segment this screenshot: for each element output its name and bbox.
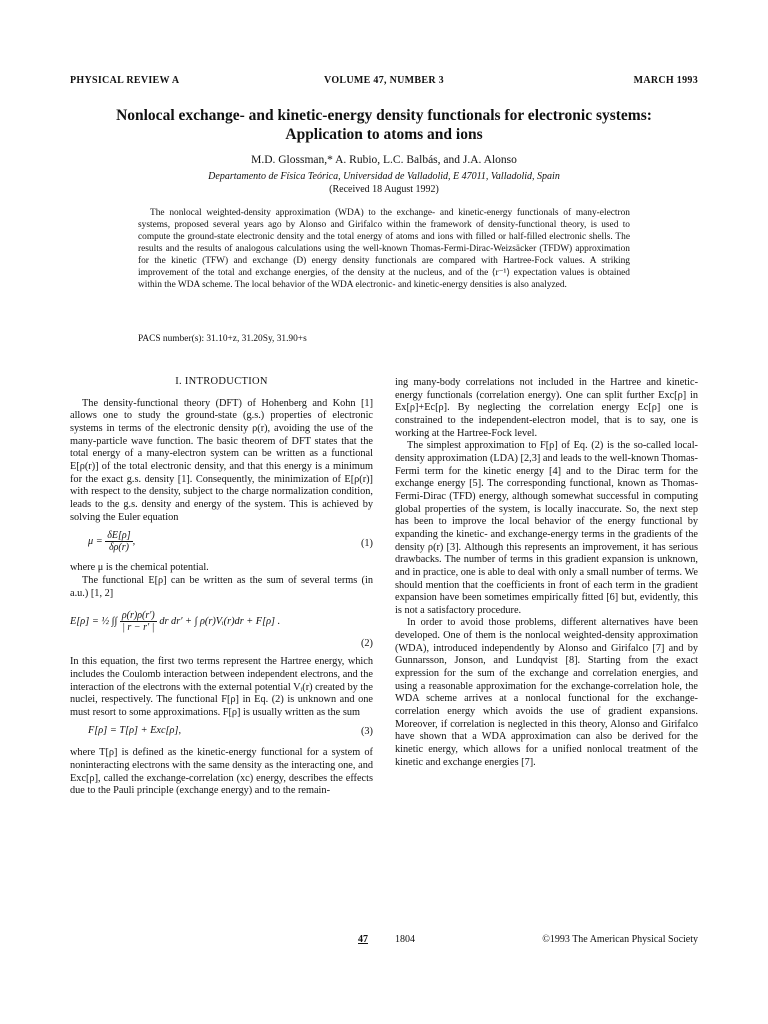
paragraph: In this equation, the first two terms represent the Hartree energy, which includes the Coulomb interaction between independent electrons, and the interaction of the electrons with the external potential Vᵢ(r) created by the nuclei, respectively. The functional F[ρ] in Eq. (2) is unknown and one must resort to some approximations. F[ρ] is usually written as the sum: [70, 656, 373, 718]
footer-volume: 47: [358, 934, 368, 945]
paragraph: In order to avoid those problems, different alternatives have been developed. One of them is the nonlocal weighted-density approximation (WDA), introduced independently by Alonso and Girifalco [7] and by Gunnarsson, Jonson, and Lundqvist [8]. Starting from the exact expression for the sum of the exchange and correlation energies, and using a reasonable approximation for the exchange-correlation hole, the WDA scheme arrives at a nonlocal functional for the exchange-correlation energy which avoids the use of gradient expansions. Moreover, if correlation is neglected in this theory, Alonso and Girifalco have shown that a WDA approximation can also be derived for the kinetic energy, which allows for a unified nonlocal treatment of the kinetic and exchange energies [7].: [395, 617, 698, 768]
equation-1: [70, 528, 373, 558]
right-column: [395, 377, 698, 769]
title-line-1: Nonlocal exchange- and kinetic-energy density functionals for electronic systems:: [116, 107, 652, 124]
paper-title: [70, 106, 698, 144]
paragraph: where T[ρ] is defined as the kinetic-energy functional for a system of noninteracting electrons with the same density as the interacting one, and Exc[ρ], called the exchange-correlation (xc) energy, describes the effects due to the Pauli principle (exchange energy) and to the remain-: [70, 747, 373, 797]
eq1-numerator: δE[ρ]: [107, 530, 131, 542]
equation-2: [70, 604, 373, 652]
paragraph: The functional E[ρ] can be written as the sum of several terms (in a.u.) [1, 2]: [70, 574, 373, 599]
eq2-fraction: [120, 610, 157, 633]
equation-number: (2): [360, 638, 373, 650]
equation-3: [70, 723, 373, 743]
received-date: (Received 18 August 1992): [329, 184, 439, 195]
section-heading: I. INTRODUCTION: [175, 376, 268, 387]
copyright-notice: ©1993 The American Physical Society: [542, 934, 698, 945]
paragraph: The simplest approximation to F[ρ] of Eq. (2) is the so-called local-density approximation (LDA) [2,3] and leads to the well-known Thomas-Fermi term for the kinetic energy [4] and to the Dirac term for the exchange energy [5]. The corresponding functional, known as Thomas-Fermi-Dirac (TFD) energy, although somewhat successful in computing global properties of the system, is locally inaccurate. So, the next step has been to improve the local behavior of the energy functional by expanding the kinetic- and exchange-energy terms in the gradients of the density ρ(r) [3]. Although this represents an improvement, it has serious drawbacks. The number of terms in this gradient expansion is unknown, and in practice, one is able to deal with only a small number of terms. We should mention that the coefficients in front of each term in the gradient expansion have been sometimes empirically fitted [6] but, evidently, this is not a satisfactory procedure.: [395, 440, 698, 616]
eq1-lhs: μ =: [88, 536, 103, 548]
paragraph: The density-functional theory (DFT) of Hohenberg and Kohn [1] allows one to study the ground-state (g.s.) properties of electronic systems in terms of the electronic density ρ(r), avoiding the use of the many-particle wave function. The basic theorem of DFT states that the total energy of a many-electron system can be written as a functional E[ρ(r)] of the total electronic density, and that this energy is a minimum for the exact g.s. density [1]. Consequently, the minimization of E[ρ(r)] with respect to the density, subject to the charge normalization condition, leads to the g.s. density and energy of the system. This is achieved by solving the Euler equation: [70, 397, 373, 523]
page-number: 1804: [395, 934, 415, 945]
affiliation: Departamento de Física Teórica, Universidad de Valladolid, E 47011, Valladolid, Spain: [208, 171, 560, 182]
eq1-tail: ,: [132, 536, 136, 548]
eq3-expression: F[ρ] = T[ρ] + Exc[ρ],: [88, 725, 182, 737]
eq1-denominator: δρ(r): [108, 542, 129, 554]
title-line-2: Application to atoms and ions: [285, 126, 483, 143]
paragraph: where μ is the chemical potential.: [70, 562, 209, 574]
abstract: The nonlocal weighted-density approximation (WDA) to the exchange- and kinetic-energy functionals of many-electron systems, proposed several years ago by Alonso and Girifalco within the framework of density-functional theory, is used to compute the ground-state electronic density and the total energy of atoms and ions with filled or half-filled electronic shells. The results and the results of analogous calculations using the well-known Thomas-Fermi-Dirac-Weizsäcker (TFDW) approximation for the kinetic (TFW) and exchange (D) energy density functionals are compared with Hartree-Fock values. A striking improvement of the total and exchange energies, of the density at the nucleus, and of the ⟨r⁻¹⟩ expectation values is obtained within the WDA scheme. The local behavior of the WDA electronic- and kinetic-energy densities is also analyzed.: [138, 208, 630, 290]
eq2-numerator: ρ(r)ρ(r′): [121, 610, 155, 622]
volume-number: VOLUME 47, NUMBER 3: [324, 75, 444, 86]
eq2-rhs: dr dr′ + ∫ ρ(r)Vᵢ(r)dr + F[ρ] .: [159, 616, 281, 628]
pacs-numbers: PACS number(s): 31.10+z, 31.20Sy, 31.90+s: [138, 334, 307, 344]
left-column: [70, 376, 373, 798]
author-list: M.D. Glossman,* A. Rubio, L.C. Balbás, and J.A. Alonso: [251, 154, 517, 166]
eq1-fraction: [105, 530, 132, 553]
eq2-denominator: | r − r′ |: [122, 622, 155, 634]
equation-number: (1): [360, 538, 373, 550]
equation-number: (3): [360, 726, 373, 738]
issue-date: MARCH 1993: [633, 75, 698, 86]
journal-name: PHYSICAL REVIEW A: [70, 75, 180, 86]
paragraph: ing many-body correlations not included in the Hartree and kinetic-energy functionals (correlation energy). One can split further Exc[ρ] in Ex[ρ]+Ec[ρ]. By neglecting the correlation energy Ec[ρ] one is constrained to the independent-electron model, that is to say, one is working at the Hartree-Fock level.: [395, 377, 698, 439]
eq2-lhs: E[ρ] = ½ ∫∫: [70, 616, 118, 628]
